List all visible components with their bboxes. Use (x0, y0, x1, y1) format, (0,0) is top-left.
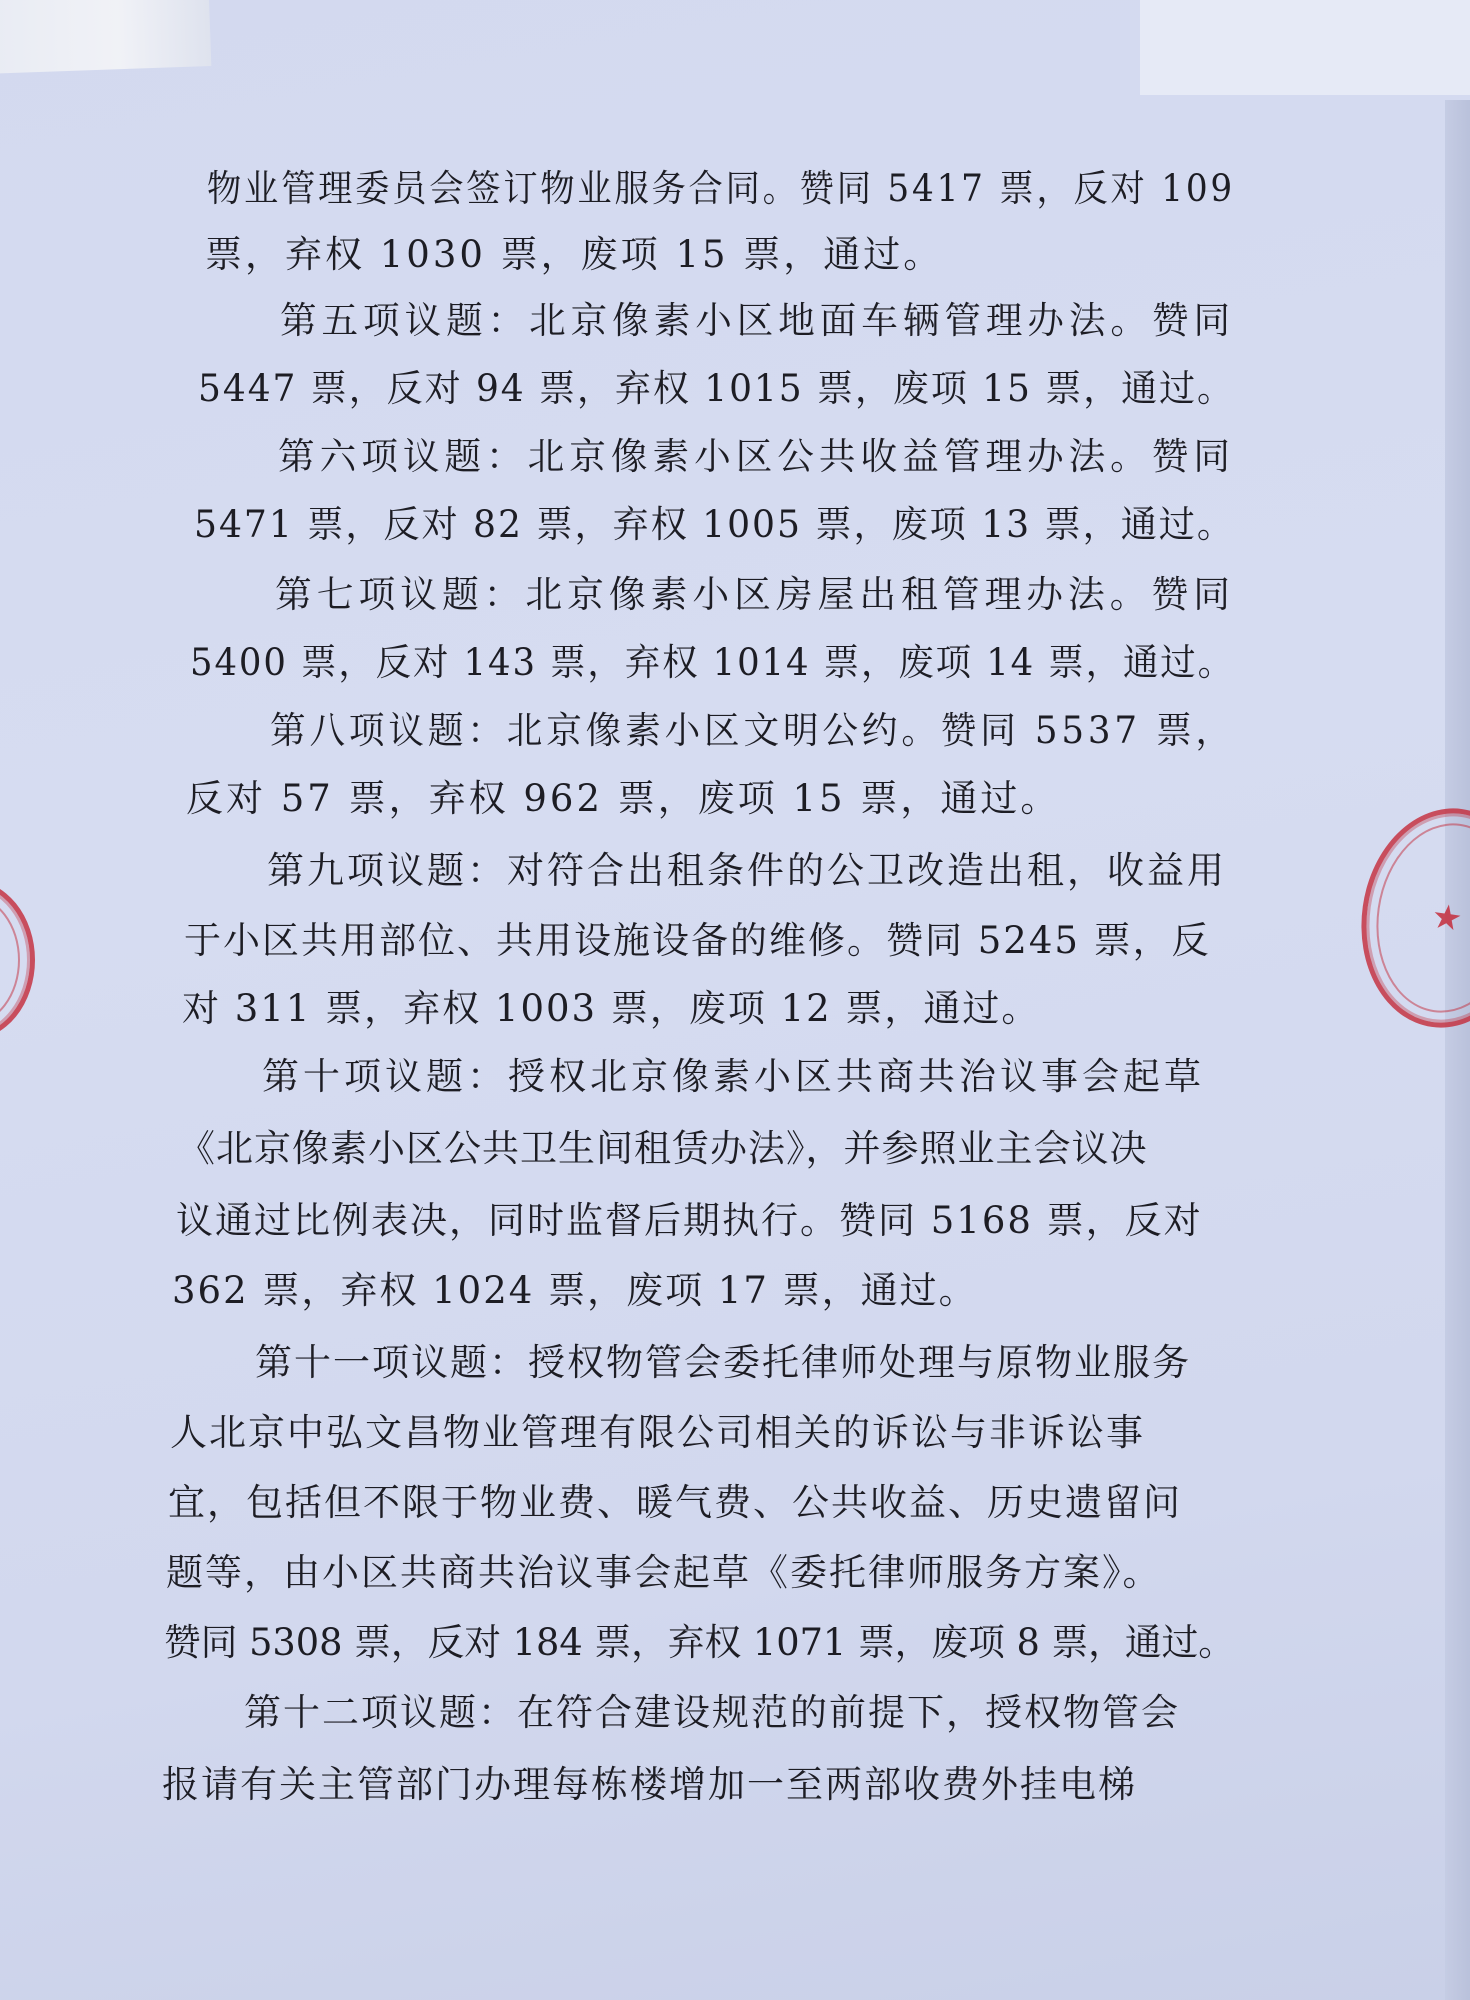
text-line: 议通过比例表决，同时监督后期执行。赞同 5168 票，反对 (176, 1199, 1203, 1242)
text-line: 于小区共用部位、共用设施设备的维修。赞同 5245 票，反 (184, 919, 1211, 962)
text-line: 对 311 票，弃权 1003 票，废项 12 票，通过。 (182, 987, 1041, 1030)
text-line: 《北京像素小区公共卫生间租赁办法》，并参照业主会议决 (178, 1127, 1148, 1170)
text-line: 人北京中弘文昌物业管理有限公司相关的诉讼与非诉讼事 (170, 1411, 1145, 1454)
text-line: 362 票，弃权 1024 票，废项 17 票，通过。 (172, 1269, 978, 1312)
text-line: 5400 票，反对 143 票，弃权 1014 票，废项 14 票，通过。 (190, 641, 1235, 684)
text-line: 票，弃权 1030 票，废项 15 票，通过。 (205, 233, 944, 276)
text-line: 第六项议题：北京像素小区公共收益管理办法。赞同 (278, 435, 1235, 478)
text-line: 第八项议题：北京像素小区文明公约。赞同 5537 票， (270, 709, 1235, 752)
text-line: 第七项议题：北京像素小区房屋出租管理办法。赞同 (275, 573, 1235, 616)
text-line: 5447 票，反对 94 票，弃权 1015 票，废项 15 票，通过。 (198, 367, 1235, 410)
text-line: 赞同 5308 票，反对 184 票，弃权 1071 票，废项 8 票，通过。 (164, 1621, 1235, 1664)
text-line: 宜，包括但不限于物业费、暖气费、公共收益、历史遗留问 (168, 1481, 1182, 1524)
text-line: 第九项议题：对符合出租条件的公卫改造出租，收益用 (267, 849, 1227, 892)
text-line: 第十一项议题：授权物管会委托律师处理与原物业服务 (255, 1341, 1191, 1384)
seal-star-icon: ★ (1429, 896, 1465, 940)
text-line: 物业管理委员会签订物业服务合同。赞同 5417 票，反对 109 (207, 167, 1235, 210)
text-line: 第十项议题：授权北京像素小区共商共治议事会起草 (262, 1055, 1205, 1098)
text-line: 第五项议题：北京像素小区地面车辆管理办法。赞同 (280, 299, 1235, 342)
text-line: 5471 票，反对 82 票，弃权 1005 票，废项 13 票，通过。 (194, 503, 1235, 546)
text-line: 报请有关主管部门办理每栋楼增加一至两部收费外挂电梯 (162, 1763, 1137, 1806)
text-line: 题等，由小区共商共治议事会起草《委托律师服务方案》。 (166, 1551, 1162, 1594)
text-line: 第十二项议题：在符合建设规范的前提下，授权物管会 (244, 1691, 1180, 1734)
text-line: 反对 57 票，弃权 962 票，废项 15 票，通过。 (186, 777, 1061, 820)
